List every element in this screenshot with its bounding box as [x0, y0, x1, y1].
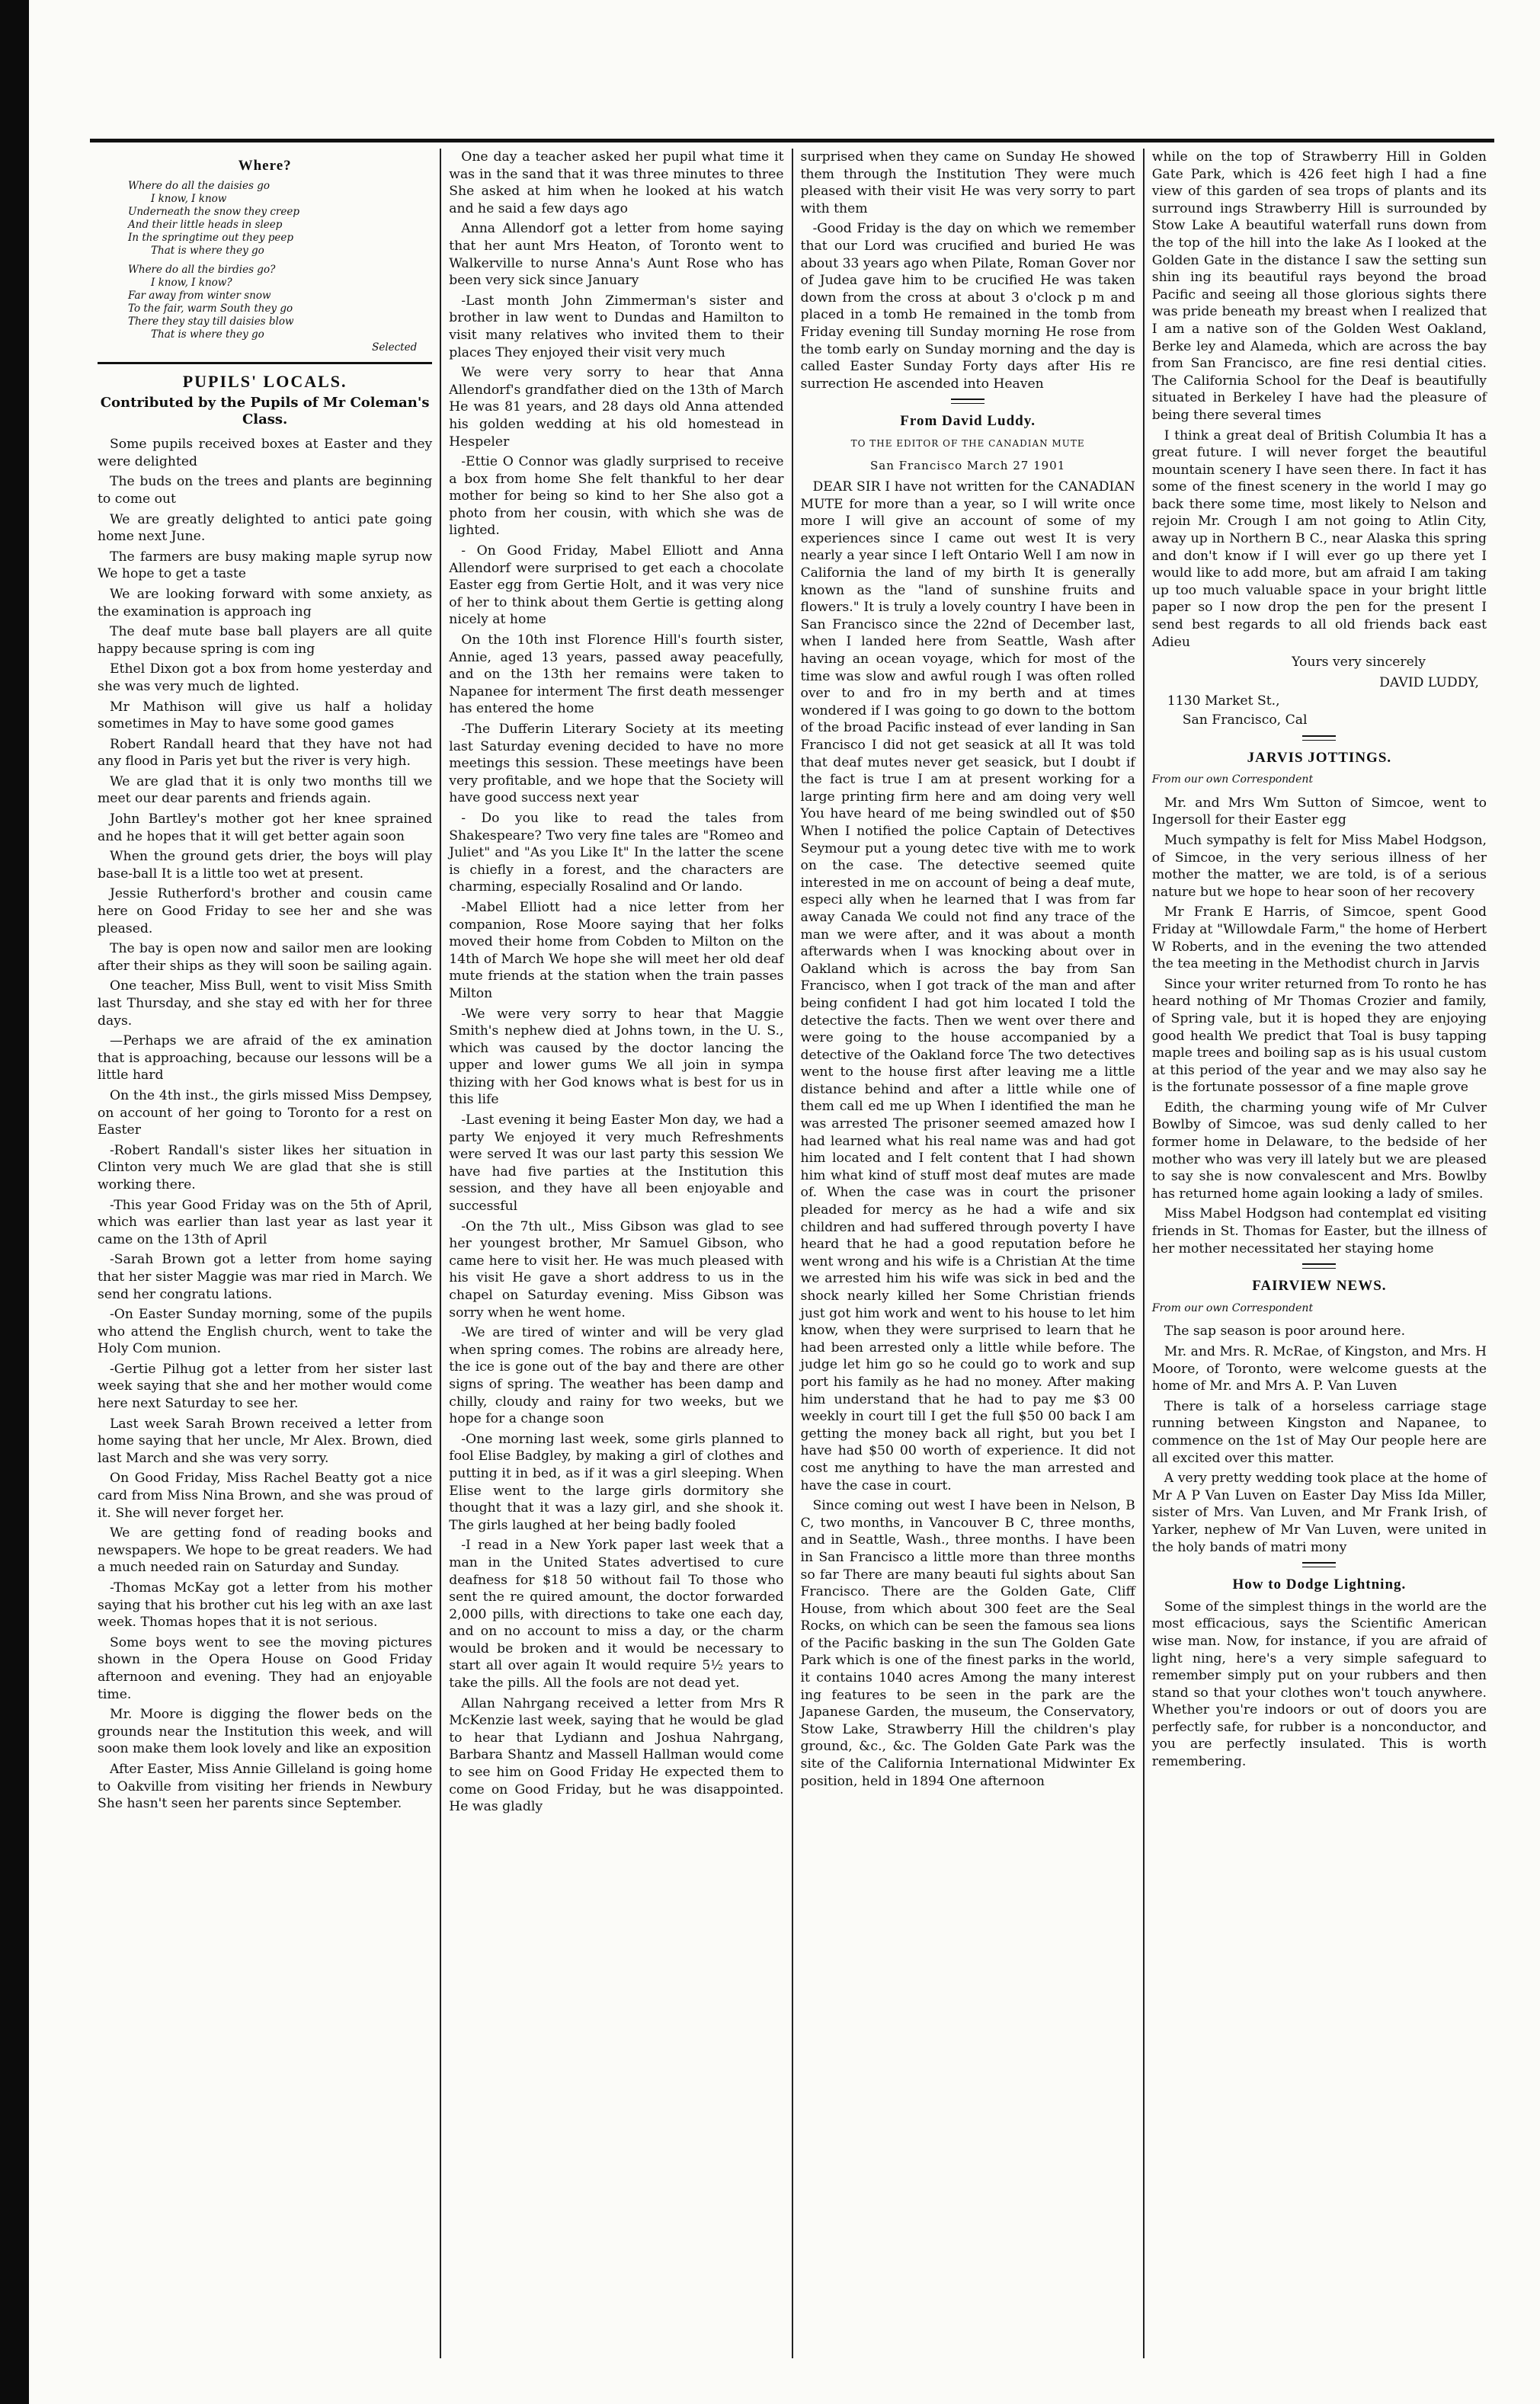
- paragraph: We are glad that it is only two months till we meet our dear parents and friends again.: [98, 773, 433, 807]
- lightning-title: How to Dodge Lightning.: [1232, 1577, 1407, 1593]
- paragraph: surprised when they came on Sunday He showed them through the Institution They were much pleased with their visit He was very sorry to part with them: [800, 149, 1135, 216]
- letter-body: DEAR SIR I have not written for the CANADIAN MUTE for more than a year, so I will write once more I will give an account of some of my experiences since I came out west It is very nearly a year since I left Ontario Well I am now in California the land of my birth It is generally known as the "land of sunshine fruits and flowers." It is truly a lovely country I have been in San Francisco since the 22nd of December last, when I landed here from Seattle, Wash after having an ocean voyage, which for most of the time was slow and awful rough I was often rolled over to and fro in my berth and at times wondered if I was going to go down to the bottom of the broad Pacific instead of ever landing in San Francisco I did not get seasick at all It was told that deaf mutes never get seasick, but I doubt if the fact is true I am at present working for a large printing firm here and am doing very well You have heard of me being swindled out of $50 When I notified the police Captain of Detectives Seymour put a young detec tive with me to work on the case. The detective seemed quite interested in me on account of being a deaf mute, especi ally when he learned that I was from far away Canada We could not find any trace of the man we were after, and it was about a month afterwards when I was knocking about over in Oakland which is across the bay from San Francisco, when I got track of the man and after being confident I had got him located I told the detective the facts. Then we went over there and were going to the house accompanied by a detective of the Oakland force The two detectives went to the house first after leaving me a little distance behind and after a little while one of them call ed me up When I identified the man he was arrested The prisoner seemed amazed how I had learned what his real name was and had got him located and I felt content that I had shown him what kind of stuff most deaf mutes are made of. When the case was in court the prisoner pleaded for mercy as he had a wife and six children and had suffered through poverty I have heard that he had a good reputation before he went wrong and his wife is a Christian At the time we arrested him his wife was sick in bed and the shock nearly killed her Some Christian friends just got him work and went to his house to let him know, when they were surprised to learn that he had been arrested only a little while before. The judge let him go so he could go to work and sup port his family as he had no money. After making him understand that he had to pay me $3 00 weekly in court till I get the full $50 00 back I am getting the money back all right, but you bet I have had $50 00 worth of experience. It did not cost me anything to have the man arrested and have the case in court.: [800, 479, 1135, 1493]
- paragraph: We are looking forward with some anxiety, as the examination is approach ing: [98, 586, 433, 619]
- separator: [1302, 1263, 1336, 1269]
- section-title: PUPILS' LOCALS.: [182, 371, 347, 391]
- paragraph: -Ettie O Connor was gladly surprised to receive a box from home She felt thankful to her dear mother for being so kind to her She also got a photo from her cousin, with which she was de lighted.: [449, 454, 784, 539]
- column-2: [441, 149, 791, 2358]
- paragraph: -Last evening it being Easter Mon day, we had a party We enjoyed it very much Refreshments were served It was our last party this session We have had five parties at the Institution this session, and they have all been enjoyable and successful: [449, 1112, 784, 1215]
- poem-line: Where do all the daisies go: [128, 179, 270, 192]
- letter-signer: DAVID LUDDY,: [1379, 674, 1479, 690]
- paragraph: -One morning last week, some girls planned to fool Elise Badgley, by making a girl of clothes and putting it in bed, as if it was a girl sleeping. When Elise went to the large girls dormitory she thought that it was a lazy girl, and she shook it. The girls laughed at her being badly fooled: [449, 1431, 784, 1533]
- paragraph: Robert Randall heard that they have not had any flood in Paris yet but the river is very high.: [98, 736, 433, 770]
- paragraph: -We are tired of winter and will be very glad when spring comes. The robins are already here, the ice is gone out of the bay and there are other signs of spring. The weather has been damp and chilly, cloudy and rainy for two weeks, but we hope for a change soon: [449, 1325, 784, 1427]
- paragraph: On Good Friday, Miss Rachel Beatty got a nice card from Miss Nina Brown, and she was proud of it. She will never forget her.: [98, 1471, 433, 1521]
- paragraph: Jessie Rutherford's brother and cousin came here on Good Friday to see her and she was pleased.: [98, 886, 433, 936]
- poem-line: Far away from winter snow: [128, 289, 271, 302]
- section-rule: [98, 362, 432, 364]
- jarvis-title: JARVIS JOTTINGS.: [1247, 749, 1392, 766]
- paragraph: On the 4th inst., the girls missed Miss Dempsey, on account of her going to Toronto for a rest on Easter: [98, 1087, 433, 1138]
- poem-title: Where?: [238, 158, 292, 174]
- newspaper-page: [90, 149, 1494, 2358]
- poem-author: Selected: [372, 341, 418, 354]
- separator: [951, 399, 985, 404]
- paragraph: Mr Frank E Harris, of Simcoe, spent Good Friday at "Willowdale Farm," the home of Herbert W Roberts, and in the evening the two attended the tea meeting in the Methodist church in Jarvis: [1151, 904, 1487, 972]
- top-rule: [90, 139, 1494, 142]
- paragraph: The deaf mute base ball players are all quite happy because spring is com ing: [98, 624, 433, 657]
- paragraph: Since your writer returned from To ronto he has heard nothing of Mr Thomas Crozier and family, of Spring vale, but it is hoped they are enjoying good health We predict that Toal is busy tapping maple trees and boiling sap as is his usual custom at this period of the year and we may also say he is the fortunate possessor of a fine maple grove: [1151, 976, 1487, 1096]
- paragraph: We are greatly delighted to antici pate going home next June.: [98, 511, 433, 545]
- paragraph: Anna Allendorf got a letter from home saying that her aunt Mrs Heaton, of Toronto went to Walkerville to nurse Anna's Aunt Rose who has been very sick since January: [449, 221, 784, 289]
- jarvis-correspondent: From our own Correspondent: [1151, 773, 1314, 786]
- separator: [1302, 735, 1336, 741]
- paragraph: -Gertie Pilhug got a letter from her sister last week saying that she and her mother would come here next Saturday to see her.: [98, 1361, 433, 1412]
- poem-line: There they stay till daisies blow: [128, 315, 294, 328]
- paragraph: -Last month John Zimmerman's sister and brother in law went to Dundas and Hamilton to visit many relatives who invited them to their places They enjoyed their visit very much: [449, 293, 784, 360]
- paragraph: A very pretty wedding took place at the home of Mr A P Van Luven on Easter Day Miss Ida Miller, sister of Mrs. Van Luven, and Mr Frank Irish, of Yarker, nephew of Mr Van Luven, were united in the holy bands of matri mony: [1151, 1471, 1487, 1555]
- letter-recipient: TO THE EDITOR OF THE CANADIAN MUTE: [850, 437, 1085, 449]
- paragraph: while on the top of Strawberry Hill in Golden Gate Park, which is 426 feet high I had a fine view of this garden of sea trops of plants and its surround ings Strawberry Hill is surrounded by Stow Lake A beautiful waterfall runs down from the top of the hill into the lake As I looked at the Golden Gate in the distance I saw the setting sun shin ing its beautiful rays beyond the broad Pacific and seeing all those glorious sights there was pride beneath my breast when I realized that I am a native son of the Golden West Oakland, Berke ley and Alameda, which are across the bay from San Francisco, are fine resi dential cities. The California School for the Deaf is beautifully situated in Berkeley I have had the pleasure of being there several times: [1151, 149, 1487, 423]
- paragraph: Mr. and Mrs. R. McRae, of Kingston, and Mrs. H Moore, of Toronto, were welcome guests at the home of Mr. and Mrs A. P. Van Luven: [1151, 1344, 1487, 1394]
- paragraph: -This year Good Friday was on the 5th of April, which was earlier than last year as last year it came on the 13th of April: [98, 1197, 433, 1247]
- paragraph: -Sarah Brown got a letter from home saying that her sister Maggie was mar ried in March. We send her congratu lations.: [98, 1252, 433, 1302]
- paragraph: -On the 7th ult., Miss Gibson was glad to see her youngest brother, Mr Samuel Gibson, who came here to visit her. He was much pleased with his visit He gave a short address to us in the chapel on Saturday evening. Miss Gibson was sorry when he went home.: [449, 1218, 784, 1320]
- paragraph: After Easter, Miss Annie Gilleland is going home to Oakville from visiting her friends in Newbury She hasn't seen her parents since September.: [98, 1761, 433, 1812]
- paragraph: -We were very sorry to hear that Maggie Smith's nephew died at Johns town, in the U. S., which was caused by the doctor lancing the upper and lower gums We all join in sympa thizing with her God knows what is best for us in this life: [449, 1006, 784, 1108]
- poem: [128, 180, 432, 354]
- letter-title: From David Luddy.: [900, 413, 1036, 430]
- letter-address-line: 1130 Market St.,: [1167, 693, 1280, 709]
- paragraph: - On Good Friday, Mabel Elliott and Anna Allendorf were surprised to get each a chocolate Easter egg from Gertie Holt, and it was very nice of her to think about them Gertie is getting along nicely at home: [449, 543, 784, 628]
- column-3: [793, 149, 1143, 2358]
- paragraph: - Do you like to read the tales from Shakespeare? Two very fine tales are "Romeo and Juliet" and "As you Like It" In the latter the scene is chiefly in a forest, and the characters are charming, especially Rosalind and Or lando.: [449, 810, 784, 895]
- paragraph: The sap season is poor around here.: [1164, 1324, 1406, 1340]
- poem-line: That is where they go: [151, 328, 264, 341]
- paragraph: On the 10th inst Florence Hill's fourth sister, Annie, aged 13 years, passed away peacefully, and on the 13th her remains were taken to Napanee for interment The first death messenger has entered the home: [449, 632, 784, 717]
- paragraph: I think a great deal of British Columbia It has a great future. I will never forget the beautiful mountain scenery I have seen there. In fact it has some of the finest scenery in the world I may go back there some time, most likely to Nelson and rejoin Mr. Crough I am not going to Atlin City, away up in Northern B C., near Alaska this spring and don't know if I will ever go up there yet I would like to add more, but am afraid I am taking up too much valuable space in your bright little paper so I now drop the pen for the present I send best regards to all old friends back east Adieu: [1151, 427, 1487, 650]
- fairview-title: FAIRVIEW NEWS.: [1252, 1278, 1387, 1295]
- paragraph: —Perhaps we are afraid of the ex amination that is approaching, because our lessons will be a little hard: [98, 1033, 433, 1084]
- paragraph: The bay is open now and sailor men are looking after their ships as they will soon be sailing again.: [98, 941, 433, 974]
- paragraph: One day a teacher asked her pupil what time it was in the sand that it was three minutes to three She asked at him when he looked at his watch and he said a few days ago: [449, 149, 784, 216]
- paragraph: We were very sorry to hear that Anna Allendorf's grandfather died on the 13th of March He was 81 years, and 28 days old Anna attended his golden wedding at his old homestead in Hespeler: [449, 365, 784, 450]
- paragraph: Mr. Moore is digging the flower beds on the grounds near the Institution this week, and will soon make them look lovely and like an exposition: [98, 1707, 433, 1757]
- letter-dateline: San Francisco March 27 1901: [869, 458, 1066, 472]
- page-fold-edge: [0, 0, 29, 2404]
- paragraph: -The Dufferin Literary Society at its meeting last Saturday evening decided to have no more meetings this session. These meetings have been very profitable, and we hope that the Society will have good success next year: [449, 722, 784, 806]
- paragraph: -Good Friday is the day on which we remember that our Lord was crucified and buried He was about 33 years ago when Pilate, Roman Gover nor of Judea gave him to be crucified He was taken down from the cross at about 3 o'clock p m and placed in a tomb He remained in the tomb from Friday evening till Sunday morning He rose from the tomb early on Sunday morning and the day is called Easter Sunday Forty days after His re surrection He ascended into Heaven: [800, 221, 1135, 392]
- letter-closing: Yours very sincerely: [1292, 655, 1426, 671]
- paragraph: Ethel Dixon got a box from home yesterday and she was very much de lighted.: [98, 661, 433, 694]
- paragraph: John Bartley's mother got her knee sprained and he hopes that it will get better again soon: [98, 811, 433, 844]
- paragraph: Mr. and Mrs Wm Sutton of Simcoe, went to Ingersoll for their Easter egg: [1151, 795, 1487, 828]
- paragraph: Some pupils received boxes at Easter and they were delighted: [98, 437, 433, 469]
- column-1: [90, 149, 440, 2358]
- paragraph: The buds on the trees and plants are beginning to come out: [98, 474, 433, 507]
- paragraph: Miss Mabel Hodgson had contemplat ed visiting friends in St. Thomas for Easter, but the illness of her mother necessitated her staying home: [1151, 1206, 1487, 1256]
- paragraph: -Thomas McKay got a letter from his mother saying that his brother cut his leg with an axe last week. Thomas hopes that it is not serious.: [98, 1580, 433, 1631]
- paragraph: The farmers are busy making maple syrup now We hope to get a taste: [98, 549, 433, 582]
- paragraph: Allan Nahrgang received a letter from Mrs R McKenzie last week, saying that he would be glad to hear that Lydiann and Joshua Nahrgang, Barbara Shantz and Massell Hallman would come to see him on Good Friday He expected them to come on Good Friday, but he was disappointed. He was gladly: [449, 1695, 784, 1815]
- separator: [1302, 1562, 1336, 1567]
- paragraph: -On Easter Sunday morning, some of the pupils who attend the English church, went to take the Holy Com munion.: [98, 1307, 433, 1357]
- poem-line: Where do all the birdies go?: [128, 263, 276, 276]
- paragraph: Much sympathy is felt for Miss Mabel Hodgson, of Simcoe, in the very serious illness of her mother the matter, we are told, is of a serious nature but we hope to hear soon of her recovery: [1151, 832, 1487, 900]
- paragraph: -I read in a New York paper last week that a man in the United States advertised to cure deafness for $18 50 without fail To those who sent the re quired amount, the doctor forwarded 2,000 pills, with directions to take one each day, and on no account to miss a day, or the charm would be broken and it would be necessary to start all over again It would require 5½ years to take the pills. All the fools are not dead yet.: [449, 1538, 784, 1692]
- poem-line: I know, I know: [151, 192, 227, 205]
- paragraph: Mr Mathison will give us half a holiday sometimes in May to have some good games: [98, 699, 433, 732]
- poem-line: That is where they go: [151, 244, 264, 257]
- paragraph: One teacher, Miss Bull, went to visit Miss Smith last Thursday, and she stay ed with her for three days.: [98, 978, 433, 1029]
- section-subtitle: Contributed by the Pupils of Mr Coleman's Class.: [100, 395, 430, 428]
- paragraph: Edith, the charming young wife of Mr Culver Bowlby of Simcoe, was sud denly called to her former home in Delaware, to the bedside of her mother who was very ill lately but we are pleased to say she is now convalescent and Mrs. Bowlby has returned home again looking a lady of smiles.: [1151, 1100, 1487, 1202]
- paragraph: We are getting fond of reading books and newspapers. We hope to be great readers. We had a much needed rain on Saturday and Sunday.: [98, 1525, 433, 1576]
- poem-line: And their little heads in sleep: [128, 218, 283, 231]
- poem-line: Underneath the snow they creep: [128, 205, 299, 218]
- paragraph: Some boys went to see the moving pictures shown in the Opera House on Good Friday afternoon and evening. They had an enjoyable time.: [98, 1634, 433, 1702]
- poem-line: I know, I know?: [151, 276, 232, 289]
- paragraph: -Mabel Elliott had a nice letter from her companion, Rose Moore saying that her folks moved their home from Cobden to Milton on the 14th of March We hope she will meet her old deaf mute friends at the station when the train passes Milton: [449, 899, 784, 1001]
- paragraph: Since coming out west I have been in Nelson, B C, two months, in Vancouver B C, three months, and in Seattle, Wash., three months. I have been in San Francisco a little more than three months so far There are many beauti ful sights about San Francisco. There are the Golden Gate, Cliff House, from which about 300 feet are the Seal Rocks, on which can be seen the famous sea lions of the Pacific basking in the sun The Golden Gate Park which is one of the finest parks in the world, it contains 1040 acres Among the many interest ing features to be seen in the park are the Japanese Garden, the museum, the Conservatory, Stow Lake, Strawberry Hill the children's play ground, &c., &c. The Golden Gate Park was the site of the California International Midwinter Ex position, held in 1894 One afternoon: [800, 1498, 1135, 1789]
- letter-address-line: San Francisco, Cal: [1182, 712, 1308, 728]
- fairview-correspondent: From our own Correspondent: [1151, 1301, 1314, 1314]
- paragraph: When the ground gets drier, the boys will play base-ball It is a little too wet at present.: [98, 849, 433, 882]
- paragraph: There is talk of a horseless carriage stage running between Kingston and Napanee, to commence on the 1st of May Our people here are all excited over this matter.: [1151, 1398, 1487, 1466]
- paragraph: Last week Sarah Brown received a letter from home saying that her uncle, Mr Alex. Brown, died last March and she was very sorry.: [98, 1416, 433, 1466]
- paragraph: Some of the simplest things in the world are the most efficacious, says the Scientific American wise man. Now, for instance, if you are afraid of light ning, here's a very simple safeguard to remember simply put on your rubbers and then stand so that your clothes won't touch anywhere. Whether you're indoors or out of doors you are perfectly safe, for rubber is a nonconductor, and you are perfectly insulated. This is worth remembering.: [1151, 1599, 1487, 1770]
- poem-line: To the fair, warm South they go: [128, 302, 293, 315]
- paragraph: -Robert Randall's sister likes her situation in Clinton very much We are glad that she is still working there.: [98, 1142, 433, 1192]
- poem-line: In the springtime out they peep: [128, 231, 294, 244]
- column-4: [1145, 149, 1494, 2358]
